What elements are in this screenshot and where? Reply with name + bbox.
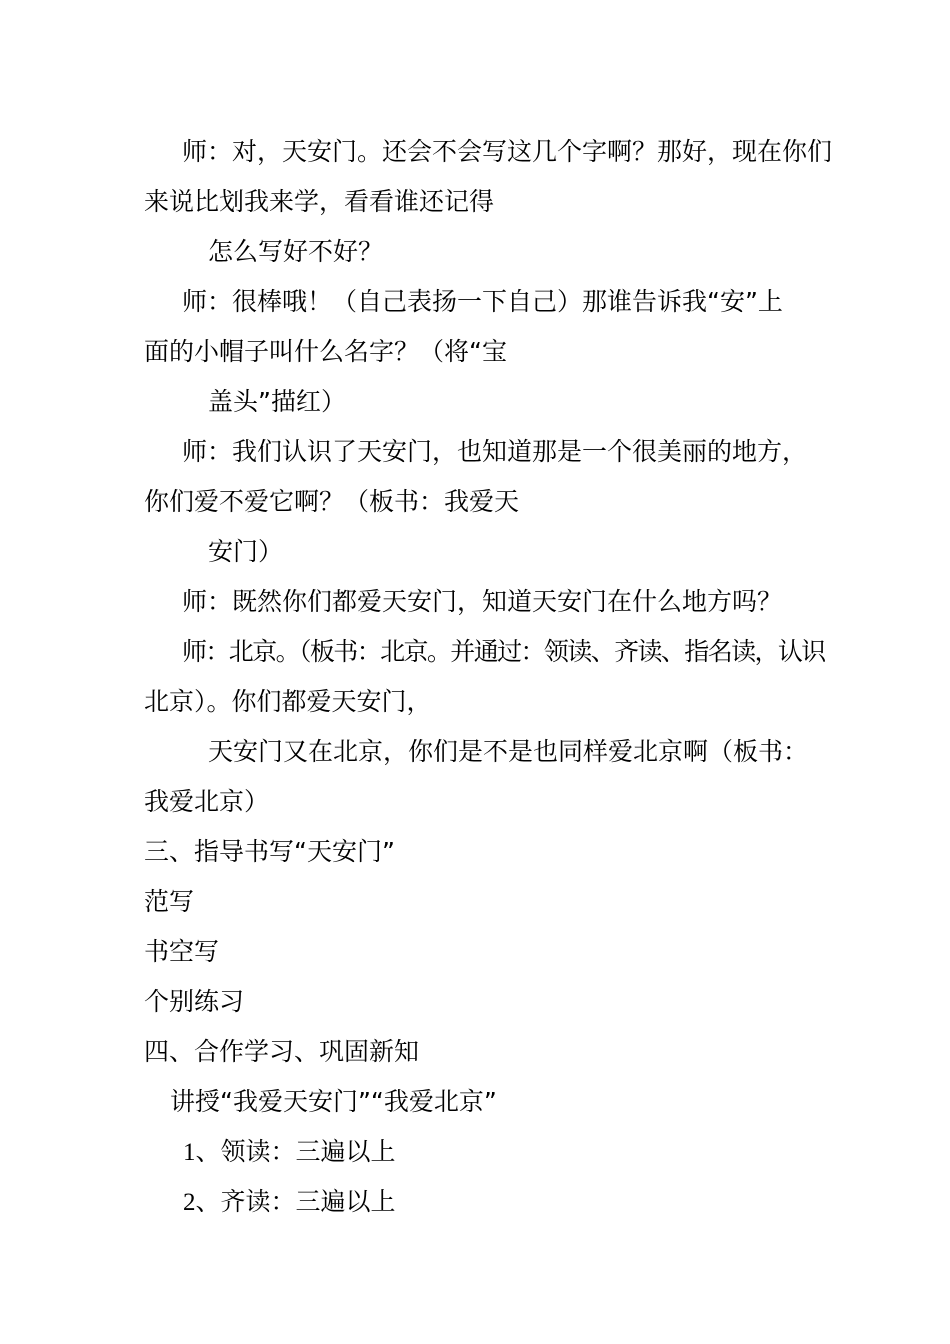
paragraph-line: 我爱北京） — [144, 787, 270, 816]
paragraph-line: 来说比划我来学，看看谁还记得 — [144, 187, 495, 216]
section-heading: 三、指导书写“天安门” — [144, 837, 395, 866]
paragraph-line: 师：很棒哦！（自己表扬一下自己）那谁告诉我“安”上 — [182, 287, 783, 316]
paragraph-line: 盖头”描红） — [208, 387, 346, 416]
paragraph-line: 安门） — [208, 537, 284, 566]
section-heading: 四、合作学习、巩固新知 — [144, 1037, 420, 1066]
paragraph-line: 师：既然你们都爱天安门，知道天安门在什么地方吗？ — [182, 587, 783, 616]
paragraph-line: 师：北京。（板书：北京。并通过：领读、齐读、指名读，认识 — [182, 637, 825, 666]
paragraph-line: 怎么写好不好？ — [208, 237, 384, 266]
paragraph-line: 师：我们认识了天安门，也知道那是一个很美丽的地方， — [182, 437, 808, 466]
list-item — [183, 1187, 396, 1218]
paragraph-line: 北京）。你们都爱天安门， — [144, 687, 432, 716]
list-item-number: 2 — [183, 1189, 196, 1216]
list-item-text: 、齐读：三遍以上 — [195, 1187, 396, 1216]
paragraph-line: 天安门又在北京，你们是不是也同样爱北京啊（板书： — [208, 737, 809, 766]
paragraph-line: 讲授“我爱天安门”“我爱北京” — [170, 1087, 497, 1116]
list-item-text: 、领读：三遍以上 — [195, 1137, 396, 1166]
paragraph-line: 书空写 — [144, 937, 220, 966]
paragraph-line: 范写 — [144, 887, 195, 916]
paragraph-line: 你们爱不爱它啊？（板书：我爱天 — [144, 487, 520, 516]
list-item — [183, 1137, 396, 1168]
list-item-number: 1 — [183, 1139, 196, 1166]
paragraph-line: 个别练习 — [144, 987, 245, 1016]
paragraph-line: 师：对，天安门。还会不会写这几个字啊？那好，现在你们 — [182, 137, 833, 166]
paragraph-line: 面的小帽子叫什么名字？（将“宝 — [144, 337, 507, 366]
